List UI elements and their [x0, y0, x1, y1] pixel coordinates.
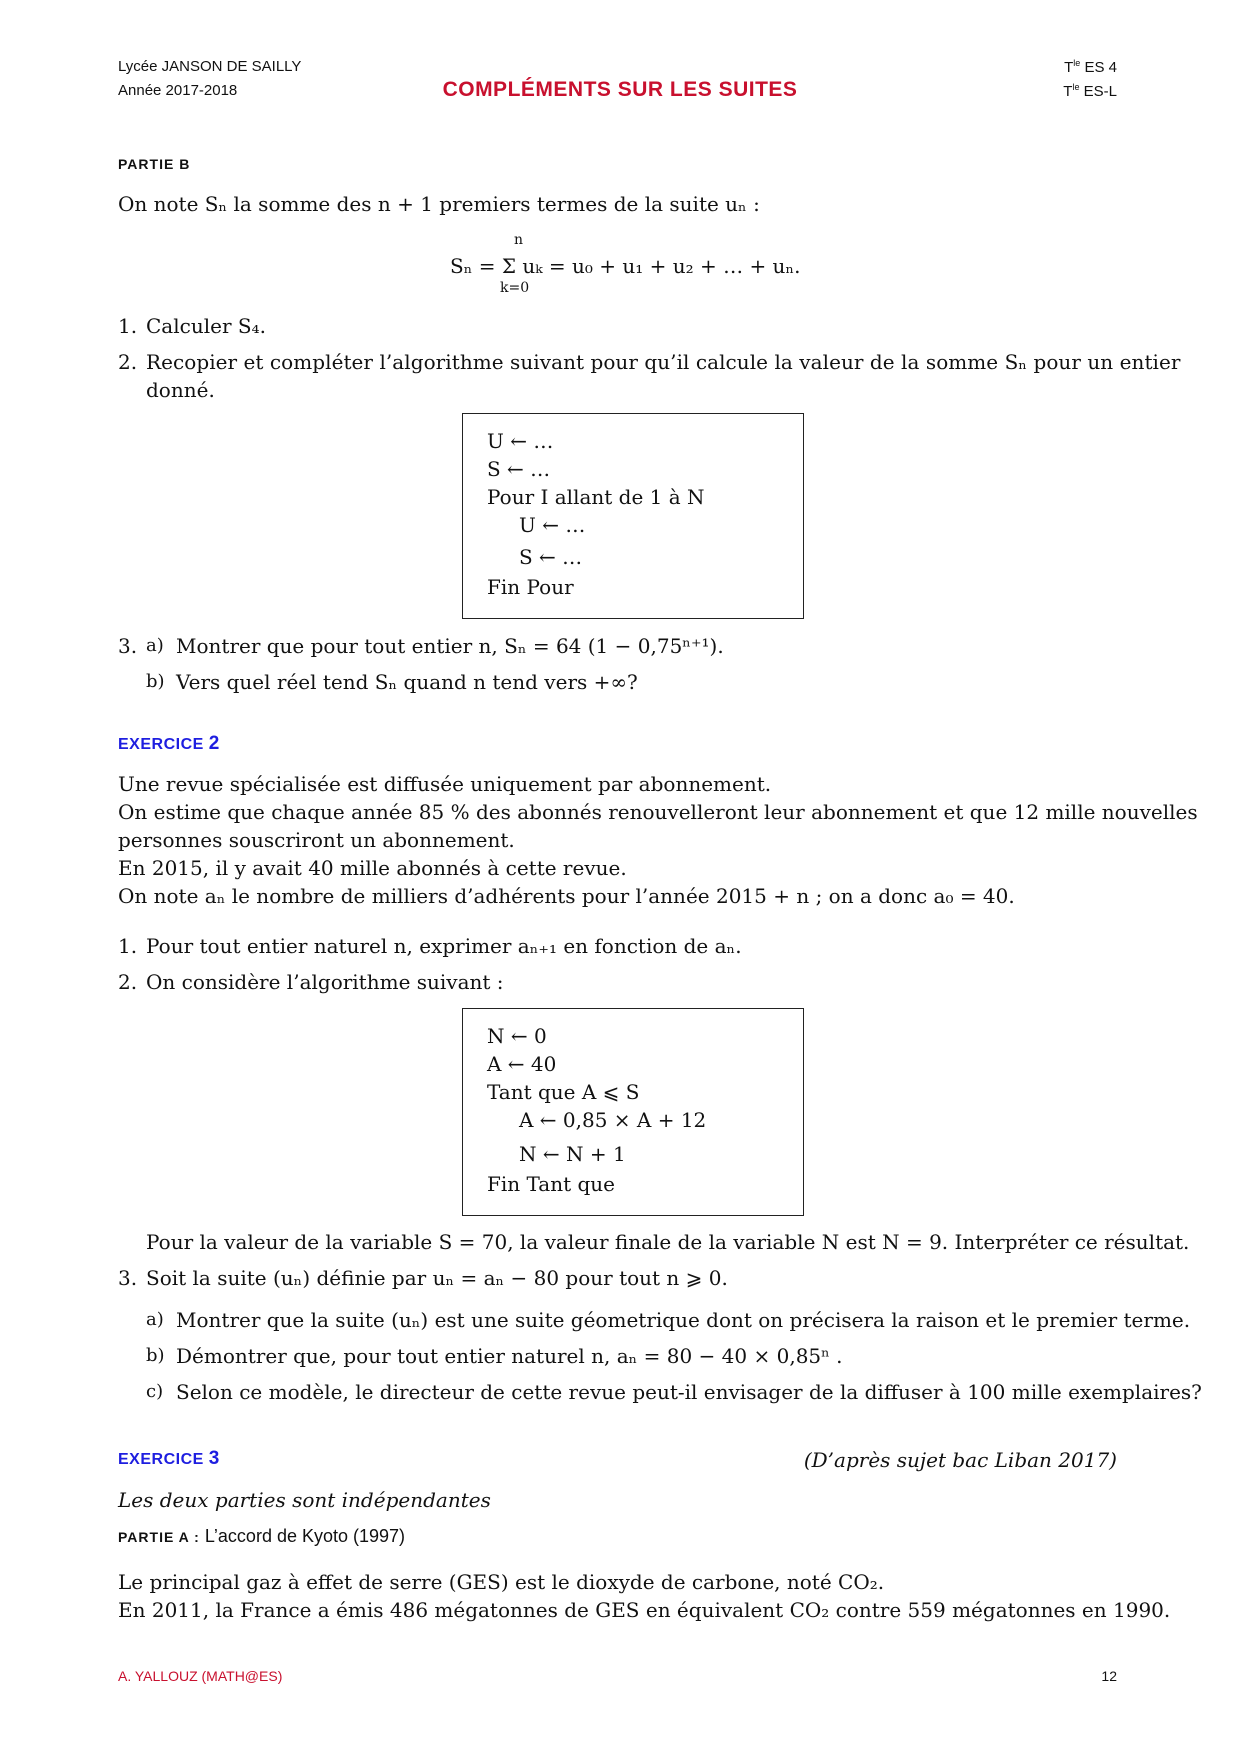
exo2-q3c: Selon ce modèle, le directeur de cette revue peut-il envisager de la diffuser à 100 mille exemplaires?: [176, 1380, 1202, 1404]
exo2-q3a-label: a): [146, 1309, 164, 1330]
exercise-3-heading: EXERCICE 3: [118, 1448, 220, 1469]
exo2-paragraph: On note aₙ le nombre de milliers d’adhérents pour l’année 2015 + n ; on a donc a₀ = 40.: [118, 884, 1015, 908]
exo2-q3-number: 3.: [118, 1266, 138, 1290]
exo2-paragraph: En 2015, il y avait 40 mille abonnés à cette revue.: [118, 856, 627, 880]
algo-line: Fin Pour: [487, 575, 574, 599]
exo2-q3c-label: c): [146, 1381, 164, 1402]
exo2-paragraph: personnes souscriront un abonnement.: [118, 828, 515, 852]
school-name: Lycée JANSON DE SAILLY: [118, 58, 302, 75]
class-label-1: $T^{le}$ ES 4: [1064, 58, 1117, 76]
sum-upper-bound: n: [514, 232, 524, 248]
exo2-q2: On considère l’algorithme suivant :: [146, 970, 504, 994]
class-label-2: $T^{le}$ ES-L: [1063, 82, 1117, 100]
partB-q3a: Montrer que pour tout entier n, Sₙ = 64 (1 − 0,75ⁿ⁺¹).: [176, 634, 724, 658]
partB-q2-line2: donné.: [146, 378, 215, 402]
exo3-paragraph: En 2011, la France a émis 486 mégatonnes de GES en équivalent CO₂ contre 559 mégatonnes en 1990.: [118, 1598, 1171, 1622]
algo-line: S ← …: [487, 457, 551, 481]
page-title: COMPLÉMENTS SUR LES SUITES: [442, 78, 798, 101]
exo2-paragraph: Une revue spécialisée est diffusée uniquement par abonnement.: [118, 772, 772, 796]
footer-author: A. YALLOUZ (MATH@ES): [118, 1668, 283, 1684]
partB-q3b-label: b): [146, 671, 165, 692]
exo2-q3b-label: b): [146, 1345, 165, 1366]
algo-line: U ← …: [519, 513, 586, 537]
partB-q1: Calculer S₄.: [146, 314, 266, 338]
partB-q2-number: 2.: [118, 350, 138, 374]
partB-algorithm-box: [462, 413, 804, 619]
school-year: Année 2017-2018: [118, 82, 238, 99]
algo-line: N ← 0: [487, 1024, 547, 1048]
exo2-q2-followup: Pour la valeur de la variable S = 70, la valeur finale de la variable N est N = 9. Interpréter ce résultat.: [146, 1230, 1190, 1254]
algo-line: A ← 40: [487, 1052, 557, 1076]
exo2-q3a: Montrer que la suite (uₙ) est une suite géometrique dont on précisera la raison et le premier terme.: [176, 1308, 1191, 1332]
exo3-partA-heading: PARTIE A : L’accord de Kyoto (1997): [118, 1526, 406, 1546]
exercise-2-heading: EXERCICE 2: [118, 733, 220, 754]
algo-line: U ← …: [487, 429, 554, 453]
exo3-paragraph: Le principal gaz à effet de serre (GES) est le dioxyde de carbone, noté CO₂.: [118, 1570, 885, 1594]
algo-line: Tant que A ⩽ S: [487, 1080, 640, 1104]
exo3-intro: Les deux parties sont indépendantes: [118, 1488, 491, 1512]
partB-q3-number: 3.: [118, 634, 138, 658]
partB-q2-line1: Recopier et compléter l’algorithme suivant pour qu’il calcule la valeur de la somme Sₙ pour un entier: [146, 350, 1181, 374]
partB-formula: Sₙ = Σ uₖ = u₀ + u₁ + u₂ + … + uₙ.: [450, 254, 801, 278]
algo-line: N ← N + 1: [519, 1142, 626, 1166]
footer-page-number: 12: [1101, 1668, 1117, 1684]
sum-lower-bound: k=0: [500, 280, 530, 296]
exo2-algorithm-box: [462, 1008, 804, 1216]
partB-q1-number: 1.: [118, 314, 138, 338]
exo2-q1: Pour tout entier naturel n, exprimer aₙ₊₁ en fonction de aₙ.: [146, 934, 742, 958]
exo2-q3b: Démontrer que, pour tout entier naturel n, aₙ = 80 − 40 × 0,85ⁿ .: [176, 1344, 843, 1368]
exo2-q2-number: 2.: [118, 970, 138, 994]
exo3-source: (D’après sujet bac Liban 2017): [803, 1448, 1117, 1472]
partB-q3b: Vers quel réel tend Sₙ quand n tend vers +∞?: [176, 670, 638, 694]
partB-intro: On note Sₙ la somme des n + 1 premiers termes de la suite uₙ :: [118, 192, 760, 216]
algo-line: Fin Tant que: [487, 1172, 616, 1196]
algo-line: A ← 0,85 × A + 12: [519, 1108, 707, 1132]
exo2-q3: Soit la suite (uₙ) définie par uₙ = aₙ − 80 pour tout n ⩾ 0.: [146, 1266, 728, 1290]
partB-heading: PARTIE B: [118, 156, 191, 172]
algo-line: Pour I allant de 1 à N: [487, 485, 705, 509]
exo2-paragraph: On estime que chaque année 85 % des abonnés renouvelleront leur abonnement et que 12 mille nouvelles: [118, 800, 1198, 824]
exo2-q1-number: 1.: [118, 934, 138, 958]
partB-q3a-label: a): [146, 635, 164, 656]
algo-line: S ← …: [519, 545, 583, 569]
